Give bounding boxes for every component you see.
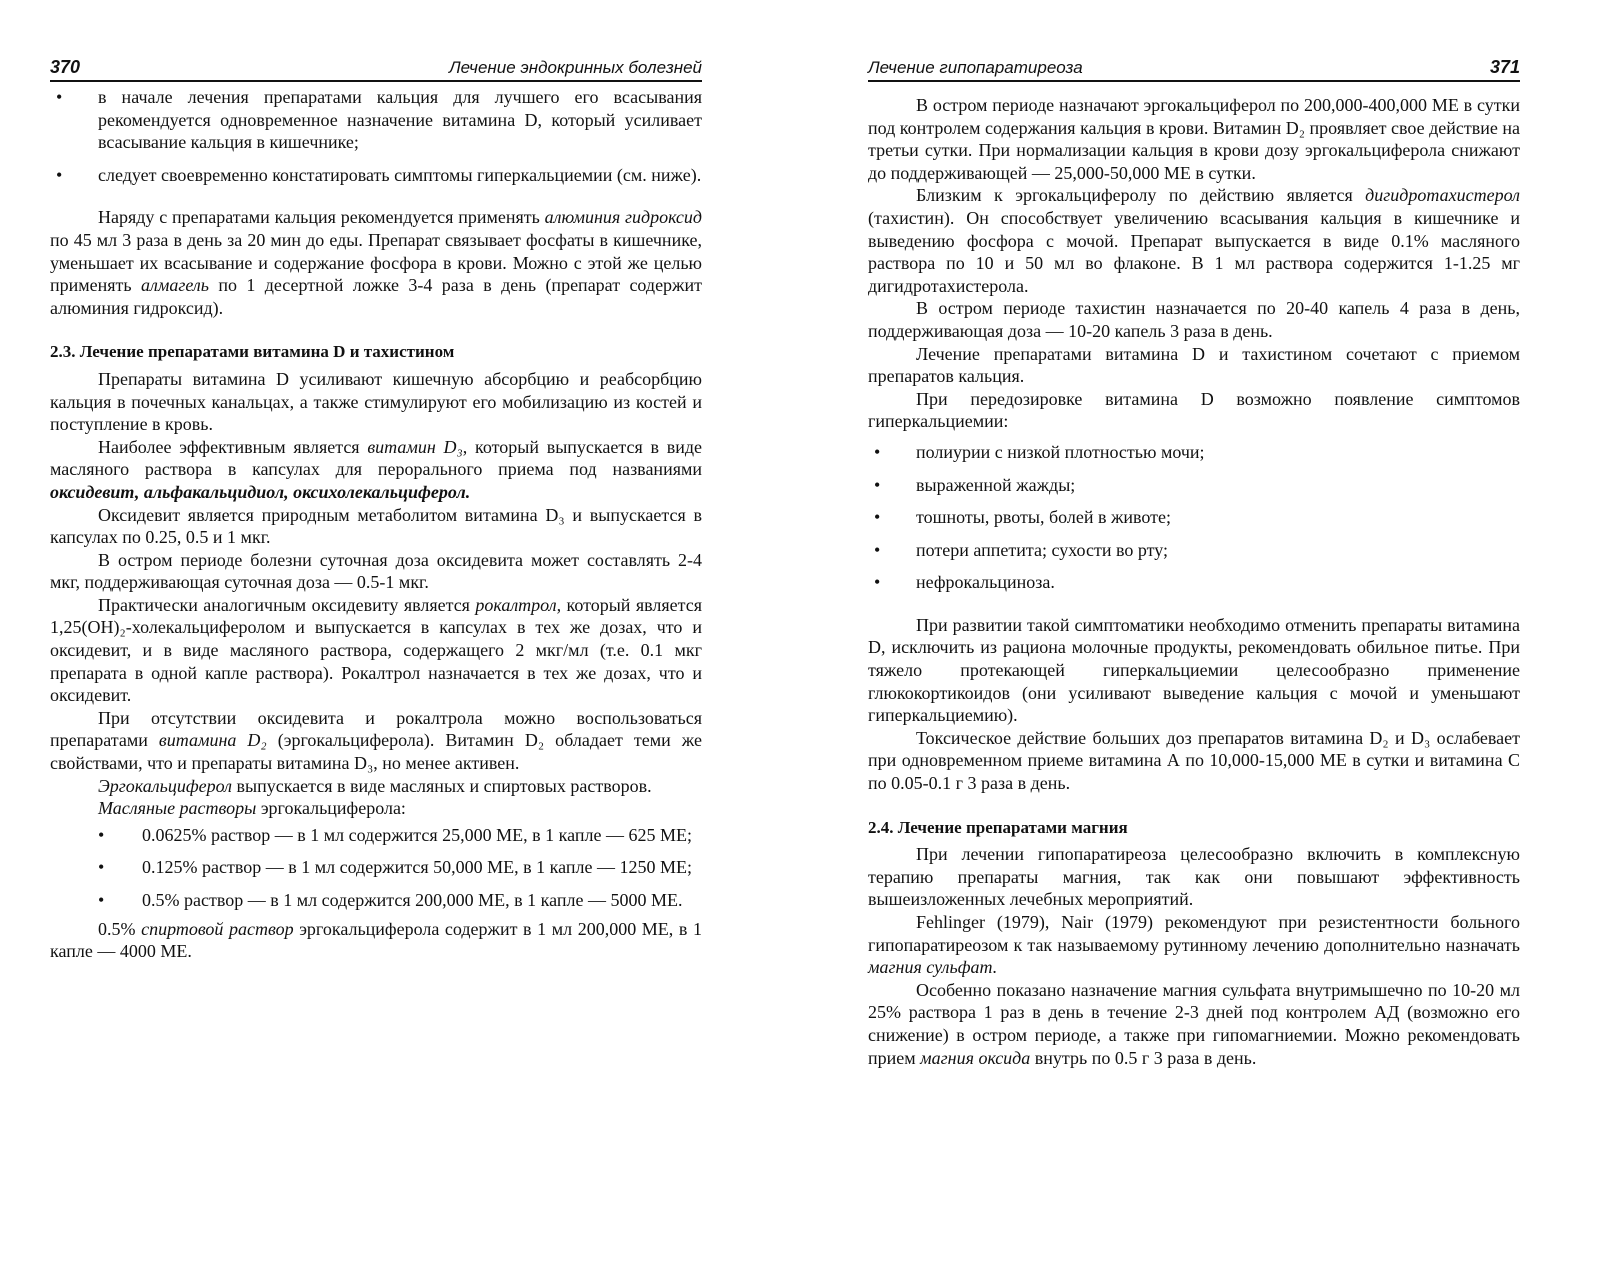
paragraph: Близким к эргокальциферолу по действию является дигидротахистерол (тахистин). Он способствует увеличению всасывания кальция в кишечнике и выведению фосфора с мочой. Препарат выпускается в виде 0.1% масляного раствора по 10 и 50 мл во флаконе. В 1 мл раствора содержится 1-1.25 мг дигидротахистерола.: [868, 185, 1520, 296]
bullet-icon: •: [874, 441, 881, 462]
running-head: Лечение эндокринных болезней: [449, 58, 702, 77]
section-heading: 2.4. Лечение препаратами магния: [868, 817, 1128, 837]
bullet-icon: •: [56, 87, 63, 107]
page-number: 370: [50, 57, 81, 77]
paragraph: Практически аналогичным оксидевиту является рокалтрол, который является 1,25(ОН)₂-холекальциферолом и выпускается в капсулах в тех же дозах, что и оксидевит, и в виде масляного раствора, содержащего 2 мкг/мл (т.е. 0.1 мкг препарата в одной капле раствора). Рокалтрол назначается в тех же дозах, что и оксидевит.: [50, 594, 702, 706]
paragraph: Масляные растворы эргокальциферола:: [98, 798, 406, 819]
bullet-icon: •: [98, 824, 105, 845]
page-number: 371: [1489, 57, 1520, 77]
paragraph: Токсическое действие больших доз препаратов витамина D₂ и D₃ ослабевает при одновременном приеме витамина А по 10,000-15,000 МЕ в сутки и витамина С по 0.05-0.1 г 3 раза в день.: [868, 727, 1520, 794]
paragraph: При отсутствии оксидевита и рокалтрола можно воспользоваться препаратами витамина D₂ (эргокальциферола). Витамин D₂ обладает теми же свойствами, что и препараты витамина D₃, но менее активен.: [50, 707, 702, 774]
paragraph: Наряду с препаратами кальция рекомендуется применять алюминия гидроксид по 45 мл 3 раза в день за 20 мин до еды. Препарат связывает фосфаты в кишечнике, уменьшает их всасывание и содержание фосфора в крови. Можно с этой же целью применять алмагель по 1 десертной ложке 3-4 раза в день (препарат содержит алюминия гидроксид).: [50, 207, 702, 318]
bullet-icon: •: [98, 857, 105, 878]
symptom-list: [868, 441, 1520, 594]
paragraph: 0.5% спиртовой раствор эргокальциферола содержит в 1 мл 200,000 МЕ, в 1 капле — 4000 МЕ.: [50, 918, 702, 962]
paragraph: Лечение препаратами витамина D и тахистином сочетают с приемом препаратов кальция.: [868, 343, 1520, 387]
left-page-body: [50, 86, 702, 963]
list-item: • выраженной жажды;: [874, 474, 1076, 495]
paragraph: Оксидевит является природным метаболитом витамина D₃ и выпускается в капсулах по 0.25, 0.5 и 1 мкг.: [50, 504, 702, 548]
paragraph: Fehlinger (1979), Nair (1979) рекомендуют при резистентности больного гипопаратиреозом к так называемому рутинному лечению дополнительно назначать магния сульфат.: [868, 912, 1520, 978]
bullet-icon: •: [56, 164, 63, 185]
right-page-body: [868, 94, 1520, 1069]
bullet-icon: •: [874, 572, 881, 593]
list-item: • 0.0625% раствор — в 1 мл содержится 25,000 МЕ, в 1 капле — 625 МЕ;: [98, 824, 692, 845]
left-page: [50, 54, 702, 1254]
bullet-icon: •: [98, 890, 105, 910]
solution-list: [50, 824, 702, 912]
bullet-icon: •: [874, 539, 881, 560]
list-item: • в начале лечения препаратами кальция для лучшего его всасывания рекомендуется одновременное назначение витамина D, который усиливает всасывание кальция в кишечнике;: [56, 87, 702, 153]
section-heading: 2.3. Лечение препаратами витамина D и тахистином: [50, 342, 455, 362]
paragraph: В остром периоде назначают эргокальциферол по 200,000-400,000 МЕ в сутки под контролем содержания кальция в крови. Витамин D₂ проявляет свое действие на третьи сутки. При нормализации кальция в крови дозу эргокальциферола снижают до поддерживающей — 25,000-50,000 МЕ в сутки.: [868, 95, 1520, 183]
paragraph: Эргокальциферол выпускается в виде масляных и спиртовых растворов.: [98, 775, 652, 796]
list-item: • 0.5% раствор — в 1 мл содержится 200,000 МЕ, в 1 капле — 5000 МЕ.: [98, 890, 683, 910]
paragraph: При лечении гипопаратиреоза целесообразно включить в комплексную терапию препараты магния, так как они повышают эффективность вышеизложенных лечебных мероприятий.: [868, 844, 1520, 910]
right-page: [868, 54, 1520, 1254]
list-item: • полиурии с низкой плотностью мочи;: [874, 441, 1205, 462]
right-page-header: [868, 54, 1520, 82]
running-head: Лечение гипопаратиреоза: [868, 58, 1083, 77]
list-item: • потери аппетита; сухости во рту;: [874, 539, 1168, 560]
paragraph: При передозировке витамина D возможно появление симптомов гиперкальциемии:: [868, 388, 1520, 432]
bullet-icon: •: [874, 507, 881, 528]
bullet-icon: •: [874, 474, 881, 495]
paragraph: Наиболее эффективным является витамин D₃, который выпускается в виде масляного раствора в капсулах для перорального приема под названиями оксидевит, альфакальцидиол, оксихолекальциферол.: [50, 436, 702, 502]
paragraph: Препараты витамина D усиливают кишечную абсорбцию и реабсорбцию кальция в почечных канальцах, а также стимулируют его мобилизацию из костей и поступление в кровь.: [50, 368, 702, 435]
list-item: • 0.125% раствор — в 1 мл содержится 50,000 МЕ, в 1 капле — 1250 МЕ;: [98, 857, 692, 878]
list-item: • нефрокальциноза.: [874, 572, 1055, 593]
paragraph: Особенно показано назначение магния сульфата внутримышечно по 10-20 мл 25% раствора 1 раз в день в течение 2-3 дней под контролем АД (возможно его снижение) в остром периоде, а также при гипомагниемии. Можно рекомендовать прием магния оксида внутрь по 0.5 г 3 раза в день.: [868, 979, 1520, 1068]
list-item: • тошноты, рвоты, болей в животе;: [874, 507, 1172, 528]
paragraph: В остром периоде болезни суточная доза оксидевита может составлять 2-4 мкг, поддерживающая суточная доза — 0.5-1 мкг.: [50, 549, 702, 593]
list-item: • следует своевременно констатировать симптомы гиперкальциемии (см. ниже).: [56, 164, 702, 185]
left-page-header: [50, 54, 702, 82]
paragraph: При развитии такой симптоматики необходимо отменить препараты витамина D, исключить из рациона молочные продукты, рекомендовать обильное питье. При тяжело протекающей гиперкальциемии целесообразно применение глюкокортикоидов (они усиливают выведение кальция с мочой и уменьшают гиперкальциемию).: [868, 614, 1520, 726]
paragraph: В остром периоде тахистин назначается по 20-40 капель 4 раза в день, поддерживающая доза — 10-20 капель 3 раза в день.: [868, 298, 1520, 341]
bullet-list: [50, 86, 702, 186]
